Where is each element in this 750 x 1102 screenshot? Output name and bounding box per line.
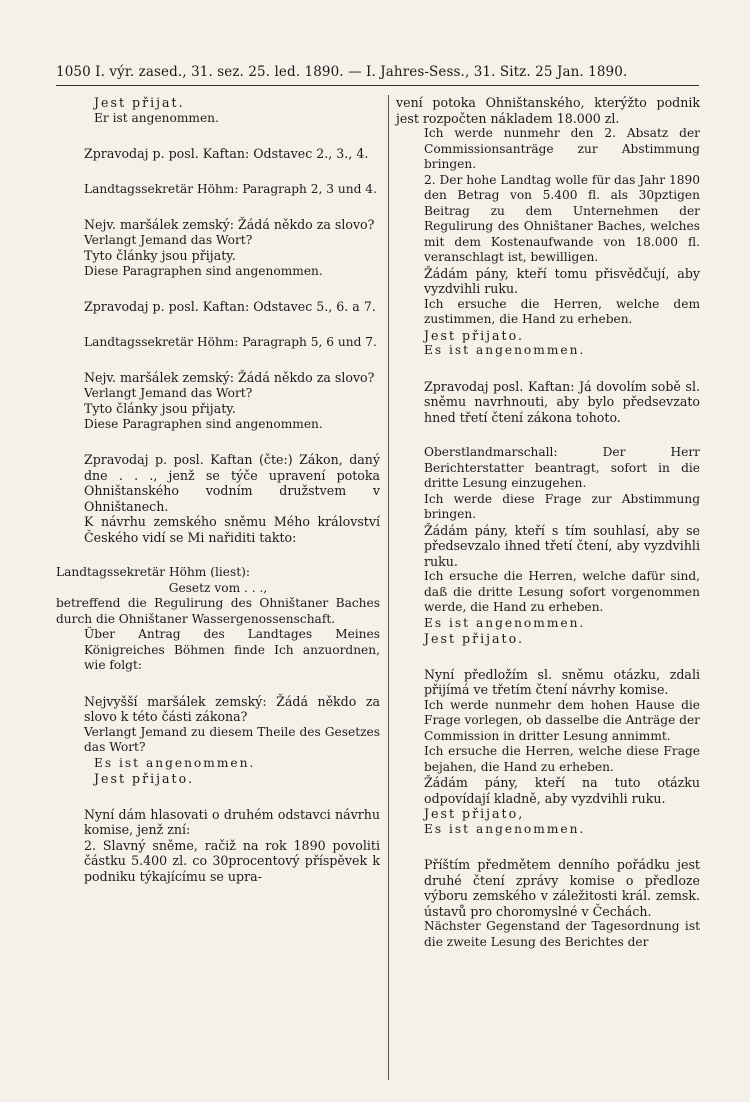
paragraph: Ich werde nunmehr den 2. Absatz der Commissionsanträge zur Abstimmung bringen.	[424, 126, 700, 171]
paragraph: Nejv. maršálek zemský: Žádá někdo za slovo?	[84, 370, 375, 385]
paragraph: Oberstlandmarschall: Der Herr Berichterstatter beantragt, sofort in die dritte Lesung einzugehen.	[424, 445, 700, 490]
paragraph: vení potoka Ohništanského, kterýžto podnik jest rozpočten nákladem 18.000 zl.	[396, 95, 700, 126]
paragraph: Jest přijato.	[424, 327, 524, 343]
paragraph: Landtagssekretär Höhm: Paragraph 5, 6 und 7.	[84, 334, 377, 349]
paragraph: Ich ersuche die Herren, welche dem zustimmen, die Hand zu erheben.	[424, 296, 700, 326]
paragraph: Jest přijat.	[94, 95, 185, 110]
paragraph: Zpravodaj posl. Kaftan: Já dovolím sobě sl. sněmu navrhnouti, aby bylo předsevzato hned třetí čtení zákona tohoto.	[424, 378, 700, 425]
paragraph: Es ist angenommen.	[94, 755, 256, 770]
paragraph: Zpravodaj p. posl. Kaftan (čte:) Zákon, daný dne . . ., jenž se týče upravení potoka Ohništanského vodním družstvem v Ohništanech.	[84, 452, 380, 514]
left-column	[56, 95, 380, 884]
paragraph: Jest přijato.	[94, 771, 194, 786]
paragraph: Es ist angenommen.	[424, 615, 586, 630]
paragraph: Ich werde nunmehr dem hohen Hause die Frage vorlegen, ob dasselbe die Anträge der Commission in dritter Lesung annimmt.	[424, 697, 700, 743]
paragraph: Zpravodaj p. posl. Kaftan: Odstavec 2., 3., 4.	[84, 146, 369, 161]
paragraph: Nyní dám hlasovati o druhém odstavci návrhu komise, jenž zní:	[84, 806, 380, 837]
paragraph: Verlangt Jemand zu diesem Theile des Gesetzes das Wort?	[84, 724, 380, 754]
paragraph: Ich ersuche die Herren, welche diese Frage bejahen, die Hand zu erheben.	[424, 744, 700, 774]
paragraph: Verlangt Jemand das Wort?	[84, 385, 253, 400]
paragraph: Nejv. maršálek zemský: Žádá někdo za slovo?	[84, 217, 375, 232]
paragraph: Ich ersuche die Herren, welche dafür sind, daß die dritte Lesung sofort vorgenommen werde, die Hand zu erheben.	[424, 569, 700, 614]
paragraph: Es ist angenommen.	[424, 343, 586, 357]
paragraph: 2. Der hohe Landtag wolle für das Jahr 1890 den Betrag von 5.400 fl. als 30pztigen Beitrag zu dem Unternehmen der Regulirung des Ohništaner Baches, welches mit dem Kostenaufwande von 18.000 fl. veranschlagt ist, bewilligen.	[424, 172, 700, 264]
page-header: 1050 I. výr. zased., 31. sez. 25. led. 1890. — I. Jahres-Sess., 31. Sitz. 25 Jan. 1890.	[56, 64, 628, 80]
paragraph: Žádám pány, kteří na tuto otázku odpovídají kladně, aby vyzdvihli ruku.	[424, 775, 700, 806]
column-divider	[388, 95, 389, 1080]
paragraph: Diese Paragraphen sind angenommen.	[84, 263, 323, 278]
paragraph: Nejvyšší maršálek zemský: Žádá někdo za slovo k této části zákona?	[84, 693, 380, 724]
paragraph: Diese Paragraphen sind angenommen.	[84, 416, 323, 431]
paragraph: Er ist angenommen.	[94, 110, 219, 125]
paragraph: betreffend die Regulirung des Ohništaner Baches durch die Ohništaner Wassergenossenschaft.	[56, 596, 380, 626]
header-rule	[56, 85, 699, 86]
paragraph: Gesetz vom . . .,	[168, 580, 268, 595]
paragraph: Ich werde diese Frage zur Abstimmung bringen.	[424, 491, 700, 521]
paragraph: Tyto články jsou přijaty.	[84, 248, 236, 263]
paragraph: Jest přijato,	[424, 806, 525, 821]
paragraph: Es ist angenommen.	[424, 821, 586, 836]
paragraph: Landtagssekretär Höhm: Paragraph 2, 3 und 4.	[84, 181, 377, 196]
paragraph: Tyto články jsou přijaty.	[84, 401, 236, 416]
paragraph: Landtagssekretär Höhm (liest):	[56, 565, 251, 579]
paragraph: K návrhu zemského sněmu Mého království Českého vidí se Mi nařiditi takto:	[84, 514, 380, 545]
paragraph: Zpravodaj p. posl. Kaftan: Odstavec 5., 6. a 7.	[84, 299, 376, 314]
paragraph: Žádám pány, kteří s tím souhlasí, aby se předsevzalo ihned třetí čtení, aby vyzdvihli ruku.	[424, 522, 700, 569]
paragraph: Jest přijato.	[424, 631, 524, 646]
paragraph: Žádám pány, kteří tomu přisvědčují, aby vyzdvihli ruku.	[424, 265, 700, 296]
paragraph: Über Antrag des Landtages Meines Königreiches Böhmen finde Ich anzuordnen, wie folgt:	[84, 627, 380, 672]
paragraph: Nächster Gegenstand der Tagesordnung ist die zweite Lesung des Berichtes der	[424, 919, 700, 949]
paragraph: Příštím předmětem denního pořádku jest druhé čtení zprávy komise o předloze výboru zemského v záležitosti král. zemsk. ústavů pro choromyslné v Čechách.	[424, 857, 700, 919]
paragraph: 2. Slavný sněme, račiž na rok 1890 povoliti částku 5.400 zl. co 30procentový příspěvek k podniku týkajícímu se upra-	[84, 837, 380, 884]
paragraph: Nyní předložím sl. sněmu otázku, zdali přijímá ve třetím čtení návrhy komise.	[424, 666, 700, 697]
right-column	[396, 95, 700, 950]
paragraph: Verlangt Jemand das Wort?	[84, 232, 253, 247]
